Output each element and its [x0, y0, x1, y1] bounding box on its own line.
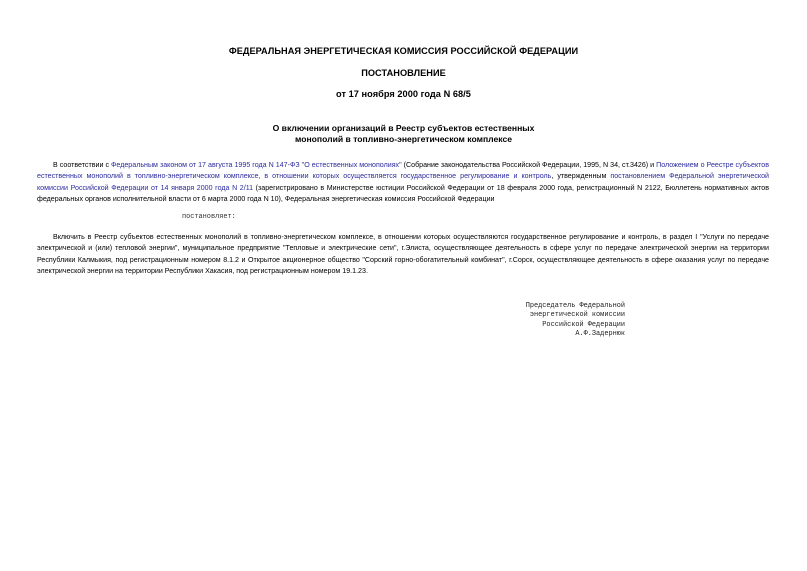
preamble-text-1: В соответствии с — [53, 161, 112, 169]
preamble-paragraph — [37, 160, 769, 205]
title-line-1: О включении организаций в Реестр субъектов естественных — [272, 123, 535, 133]
signature-name: А.Ф.Задернюк — [575, 329, 625, 338]
document-date-number: от 17 ноября 2000 года N 68/5 — [336, 89, 471, 99]
fek-resolution-link[interactable]: постановлением Федеральной энергетической комиссии Российской Федерации от 14 января 2000 года N 2/11 — [37, 172, 769, 192]
operative-paragraph: Включить в Реестр субъектов естественных монополий в топливно-энергетическом комплексе, в отношении которых осуществляются государственное регулирование и контроль, в раздел I "Услуги по передаче электрической и (или) тепловой энергии", муниципальное предприятие "Тепловые и электрические сети", г.Элиста, осуществляющее деятельность в сфере услуг по передаче электрической энергии на территории Республики Калмыкия, под регистрационным номером 8.1.2 и Открытое акционерное общество "Сорский горно-обогатительный комбинат", г.Сорск, осуществляющее деятельность в сфере оказания услуг по передаче электрической энергии на территории Республики Хакасия, под регистрационным номером 19.1.23. — [37, 233, 769, 275]
preamble-text-4: (зарегистрировано в Министерстве юстиции Российской Федерации от 18 февраля 2000 года, регистрационный N 2122, Бюллетень нормативных актов федеральных органов исполнительной власти от 6 марта 2000 года N 10), Федеральная энергетическая комиссия Российской Федерации — [37, 183, 769, 203]
decree-word: постановляет: — [182, 213, 236, 221]
signature-line-1: Председатель Федеральной — [525, 302, 625, 310]
document-type: ПОСТАНОВЛЕНИЕ — [361, 68, 446, 78]
preamble-text-3: , утвержденным — [551, 172, 611, 181]
registry-regulation-link[interactable]: Положением о Реестре субъектов естественных монополий в топливно-энергетическом комплексе, в отношении которых осуществляется государственное регулирование и контроль — [37, 161, 770, 181]
document-title — [0, 123, 807, 145]
signature-line-2: энергетической комиссии — [529, 311, 625, 320]
signature-block — [440, 302, 625, 339]
preamble-text-2: (Собрание законодательства Российской Федерации, 1995, N 34, ст.3426) и — [401, 161, 657, 169]
federal-law-link[interactable]: Федеральным законом от 17 августа 1995 года N 147-ФЗ "О естественных монополиях" — [111, 161, 402, 169]
signature-line-3: Российской Федерации — [542, 320, 625, 329]
commission-heading: ФЕДЕРАЛЬНАЯ ЭНЕРГЕТИЧЕСКАЯ КОМИССИЯ РОССИЙСКОЙ ФЕДЕРАЦИИ — [228, 46, 579, 56]
title-line-2: монополий в топливно-энергетическом комплексе — [294, 134, 513, 144]
